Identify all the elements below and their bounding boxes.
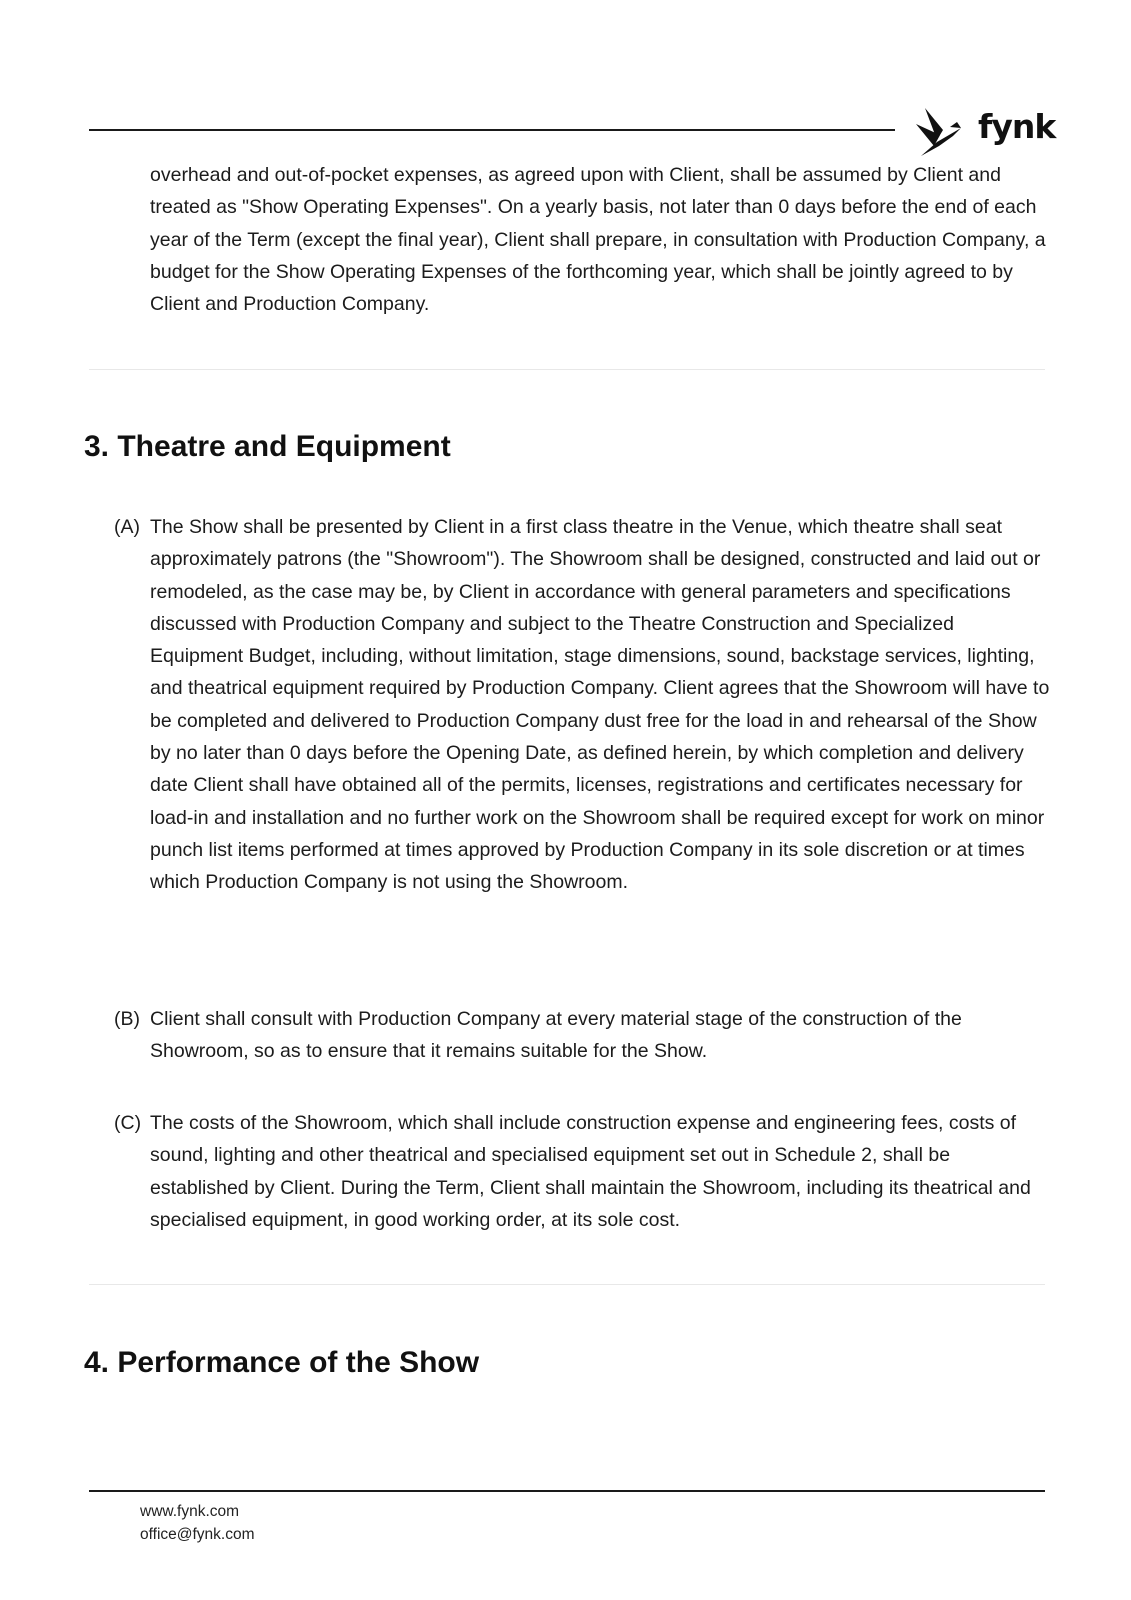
clause-b-text: Client shall consult with Production Company at every material stage of the construction of the Showroom, so as to ensure that it remains suitable for the Show. [150, 1008, 962, 1063]
section-divider [89, 1284, 1045, 1285]
clause-a-text: The Show shall be presented by Client in a first class theatre in the Venue, which theatre shall seat approximately patrons (the "Showroom"). The Showroom shall be designed, constructed and laid out or remodeled, as the case may be, by Client in accordance with general parameters and specifications discussed with Production Company and subject to the Theatre Construction and Specialized Equipment Budget, including, without limitation, stage dimensions, sound, backstage services, lighting, and theatrical equipment required by Production Company. Client agrees that the Showroom will have to be completed and delivered to Production Company dust free for the load in and rehearsal of the Show by no later than 0 days before the Opening Date, as defined herein, by which completion and delivery date Client shall have obtained all of the permits, licenses, registrations and certificates necessary for load-in and installation and no further work on the Showroom shall be required except for work on minor punch list items performed at times approved by Production Company in its sole discretion or at times which Production Company is not using the Showroom. [150, 516, 1050, 894]
header-rule [89, 129, 895, 131]
footer-email-link[interactable]: office@fynk.com [140, 1526, 255, 1543]
footer-rule [89, 1490, 1045, 1492]
continuation-paragraph: overhead and out-of-pocket expenses, as agreed upon with Client, shall be assumed by Client and treated as "Show Operating Expenses". On a yearly basis, not later than 0 days before the end of each year of the Term (except the final year), Client shall prepare, in consultation with Production Company, a budget for the Show Operating Expenses of the forthcoming year, which shall be jointly agreed to by Client and Production Company. [150, 164, 1046, 316]
section-divider [89, 369, 1045, 370]
section-4-heading: 4. Performance of the Show [84, 1346, 480, 1379]
bird-logo-icon [915, 106, 975, 158]
logo [915, 102, 1056, 162]
logo-wordmark: fynk [978, 107, 1056, 146]
clause-c-label: (C) [114, 1112, 142, 1134]
clause-a-label: (A) [114, 516, 140, 538]
clause-b-label: (B) [114, 1008, 140, 1030]
clause-c-text: The costs of the Showroom, which shall include construction expense and engineering fees, costs of sound, lighting and other theatrical and specialised equipment set out in Schedule 2, shall be established by Client. During the Term, Client shall maintain the Showroom, including its theatrical and specialised equipment, in good working order, at its sole cost. [150, 1112, 1031, 1231]
footer-website-link[interactable]: www.fynk.com [140, 1503, 240, 1520]
section-3-heading: 3. Theatre and Equipment [84, 430, 451, 463]
